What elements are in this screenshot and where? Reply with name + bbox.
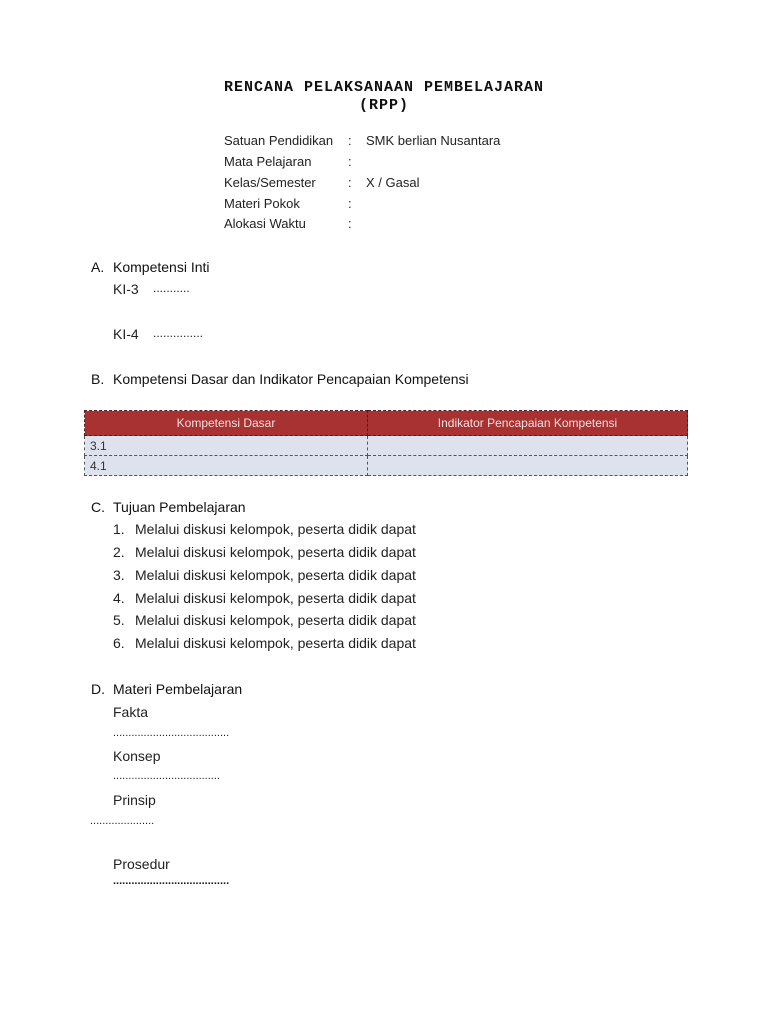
section-title: Tujuan Pembelajaran xyxy=(113,499,246,515)
table-cell: 3.1 xyxy=(85,436,368,456)
list-item-number: 2. xyxy=(113,544,125,560)
section-letter: A. xyxy=(91,259,105,275)
identity-label: Mata Pelajaran xyxy=(224,154,312,169)
list-item xyxy=(113,521,533,541)
ki-3-line xyxy=(113,281,313,301)
ki-label: KI-3 xyxy=(113,281,139,297)
section-letter: C. xyxy=(91,499,105,515)
list-item-number: 1. xyxy=(113,521,125,537)
materi-placeholder-dots: ..................... xyxy=(90,815,155,827)
list-item-text: Melalui diskusi kelompok, peserta didik dapat xyxy=(135,635,416,651)
identity-colon: : xyxy=(348,154,352,169)
identity-colon: : xyxy=(348,133,352,148)
list-item-text: Melalui diskusi kelompok, peserta didik dapat xyxy=(135,612,416,628)
identity-value: X / Gasal xyxy=(366,175,420,190)
list-item-text: Melalui diskusi kelompok, peserta didik dapat xyxy=(135,521,416,537)
section-title: Kompetensi Inti xyxy=(113,259,210,275)
section-letter: D. xyxy=(91,681,105,697)
list-item xyxy=(113,612,533,632)
list-item xyxy=(113,544,533,564)
list-item-text: Melalui diskusi kelompok, peserta didik dapat xyxy=(135,590,416,606)
materi-label-fakta: Fakta xyxy=(113,704,149,720)
section-d-heading xyxy=(91,681,491,701)
list-item xyxy=(113,590,533,610)
table-header-row xyxy=(85,411,688,436)
table-cell xyxy=(368,456,688,476)
section-a-heading xyxy=(91,259,491,279)
materi-placeholder-dots: ...................................... xyxy=(113,727,230,739)
ki-4-line xyxy=(113,326,313,346)
materi-label-prinsip: Prinsip xyxy=(113,792,156,808)
materi-placeholder-dots: ................................... xyxy=(113,770,220,782)
identity-colon: : xyxy=(348,175,352,190)
document-subtitle: (RPP) xyxy=(358,97,409,114)
identity-label: Alokasi Waktu xyxy=(224,216,306,231)
table-header-cell: Kompetensi Dasar xyxy=(85,411,368,436)
ki-placeholder-dots: ........... xyxy=(153,281,190,295)
document-title: RENCANA PELAKSANAAN PEMBELAJARAN xyxy=(223,79,545,96)
table-row xyxy=(85,456,688,476)
section-b-heading xyxy=(91,371,591,391)
materi-label-konsep: Konsep xyxy=(113,748,161,764)
identity-value: SMK berlian Nusantara xyxy=(366,133,501,148)
identity-label: Satuan Pendidikan xyxy=(224,133,334,148)
list-item-number: 4. xyxy=(113,590,125,606)
section-title: Materi Pembelajaran xyxy=(113,681,243,697)
table-row xyxy=(85,436,688,456)
list-item-text: Melalui diskusi kelompok, peserta didik dapat xyxy=(135,544,416,560)
list-item-number: 3. xyxy=(113,567,125,583)
list-item xyxy=(113,635,533,655)
identity-label: Kelas/Semester xyxy=(224,175,316,190)
table-cell xyxy=(368,436,688,456)
table-header-cell: Indikator Pencapaian Kompetensi xyxy=(368,411,688,436)
identity-colon: : xyxy=(348,216,352,231)
list-item-text: Melalui diskusi kelompok, peserta didik dapat xyxy=(135,567,416,583)
section-title: Kompetensi Dasar dan Indikator Pencapaian Kompetensi xyxy=(113,371,469,387)
identity-label: Materi Pokok xyxy=(224,196,300,211)
ki-label: KI-4 xyxy=(113,326,139,342)
competency-table xyxy=(84,410,688,476)
table-cell: 4.1 xyxy=(85,456,368,476)
ki-placeholder-dots: ............... xyxy=(153,326,204,340)
list-item-number: 5. xyxy=(113,612,125,628)
list-item xyxy=(113,567,533,587)
section-c-heading xyxy=(91,499,491,519)
list-item-number: 6. xyxy=(113,635,125,651)
identity-colon: : xyxy=(348,196,352,211)
materi-label-prosedur: Prosedur xyxy=(113,856,170,872)
materi-placeholder-dots: ...................................... xyxy=(113,875,230,887)
section-letter: B. xyxy=(91,371,105,387)
